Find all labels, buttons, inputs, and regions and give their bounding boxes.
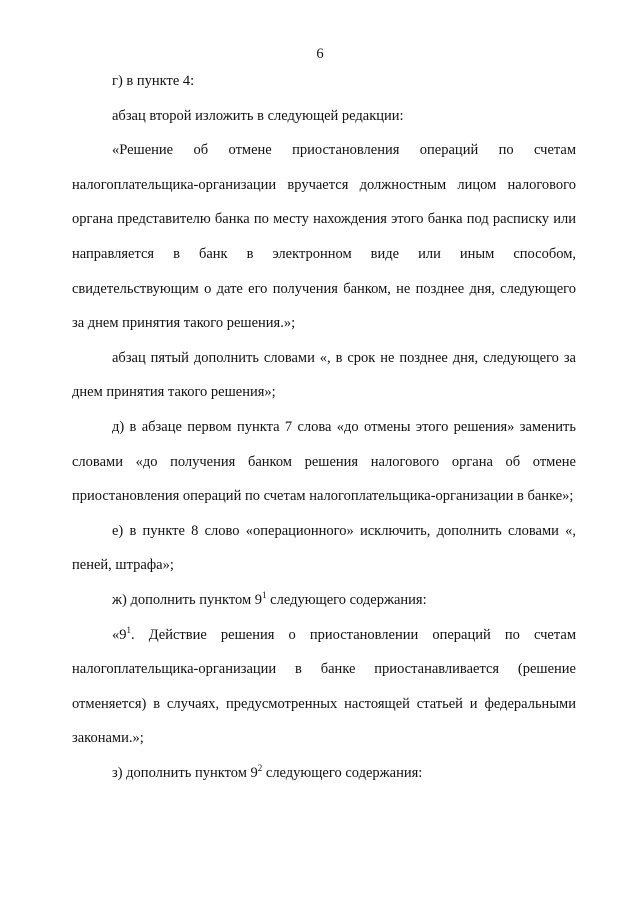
- paragraph-point-9-1: [72, 618, 576, 756]
- paragraph-point-9-1-text: . Действие решения о приостановлении операций по счетам налогоплательщика-организации в банке приостанавливается (решение отменяется) в случаях, предусмотренных настоящей статьей и федеральными законами.»;: [72, 626, 576, 747]
- superscript: 2: [257, 762, 263, 773]
- paragraph-item-z: [72, 756, 576, 791]
- paragraph-item-z-text: з) дополнить пунктом 9: [112, 764, 258, 781]
- page-number: 6: [316, 46, 324, 62]
- paragraph-fifth-abzac: абзац пятый дополнить словами «, в срок не позднее дня, следующего за днем принятия такого решения»;: [72, 349, 576, 401]
- paragraph-decision-cancel: «Решение об отмене приостановления операций по счетам налогоплательщика-организации вручается должностным лицом налогового органа представителю банка по месту нахождения этого банка под расписку или направляется в банк в электронном виде или иным способом, свидетельствующим о дате его получения банком, не позднее дня, следующего за днем принятия такого решения.»;: [72, 142, 576, 332]
- superscript: 1: [126, 624, 131, 635]
- document-body: [72, 64, 576, 790]
- superscript: 1: [262, 589, 267, 600]
- paragraph-item-zh: [72, 583, 576, 618]
- paragraph-item-g: г) в пункте 4:: [112, 73, 195, 89]
- paragraph-item-d: д) в абзаце первом пункта 7 слова «до отмены этого решения» заменить словами «до получения банком решения налогового органа об отмене приостановления операций по счетам налогоплательщика-организации в банке»;: [72, 418, 576, 505]
- paragraph-item-zh-text-end: следующего содержания:: [266, 591, 427, 608]
- paragraph-item-z-text-end: следующего содержания:: [262, 764, 423, 781]
- paragraph-second-abzac: абзац второй изложить в следующей редакции:: [112, 107, 404, 124]
- paragraph-item-e: е) в пункте 8 слово «операционного» исключить, дополнить словами «, пеней, штрафа»;: [72, 522, 576, 574]
- paragraph-point-9-1-start: «9: [112, 626, 127, 643]
- paragraph-item-zh-text: ж) дополнить пунктом 9: [112, 591, 263, 608]
